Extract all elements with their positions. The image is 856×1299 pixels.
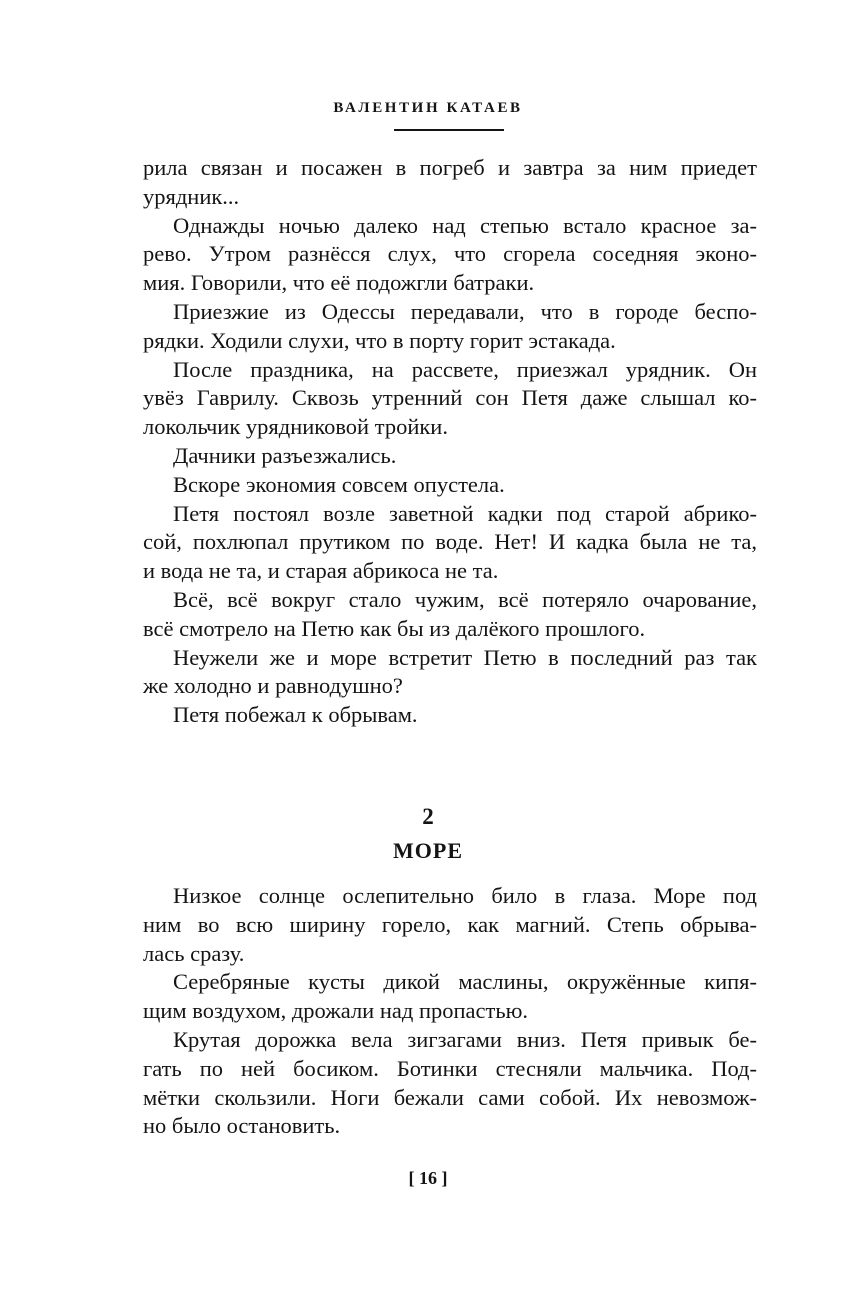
page-number: [ 16 ] [408, 1168, 448, 1188]
text-line: гать по ней босиком. Ботинки стесняли мальчика. Под- [143, 1055, 757, 1081]
text-line: щим воздухом, дрожали над пропастью. [143, 998, 529, 1024]
text-line: Однажды ночью далеко над степью встало красное за- [173, 212, 757, 238]
text-line: урядник... [143, 183, 240, 209]
text-block-chapter-body [143, 882, 757, 1141]
text-line: Низкое солнце ослепительно било в глаза. Море под [173, 883, 757, 908]
text-line: рево. Утром разнёсся слух, что сгорела соседняя эконо- [143, 241, 757, 267]
text-line: мия. Говорили, что её подожгли батраки. [143, 270, 535, 296]
text-line: Крутая дорожка вела зигзагами вниз. Петя привык бе- [173, 1026, 757, 1052]
text-line: рядки. Ходили слухи, что в порту горит эстакада. [143, 327, 616, 353]
text-line: Вскоре экономия совсем опустела. [173, 471, 505, 497]
text-line: но было остановить. [143, 1113, 341, 1139]
text-line: Неужели же и море встретит Петю в последний раз так [173, 644, 757, 670]
text-line: Петя побежал к обрывам. [173, 702, 418, 728]
running-header: ВАЛЕНТИН КАТАЕВ [333, 100, 523, 116]
text-line: Всё, всё вокруг стало чужим, всё потеряло очарование, [173, 586, 757, 612]
text-line: увёз Гаврилу. Сквозь утренний сон Петя даже слышал ко- [143, 385, 757, 411]
text-line: Приезжие из Одессы передавали, что в городе беспо- [173, 298, 757, 324]
chapter-number: 2 [422, 804, 434, 829]
text-line: лась сразу. [143, 940, 245, 966]
text-block-before-chapter [143, 154, 757, 730]
text-line: локольчик урядниковой тройки. [143, 414, 448, 440]
text-line: Петя постоял возле заветной кадки под старой абрико- [173, 500, 757, 526]
text-line: же холодно и равнодушно? [143, 673, 403, 699]
text-line: Серебряные кусты дикой маслины, окружённые кипя- [173, 969, 757, 995]
text-line: рила связан и посажен в погреб и завтра за ним приедет [143, 155, 757, 180]
text-line: всё смотрело на Петю как бы из далёкого прошлого. [143, 615, 646, 641]
text-line: ним во всю ширину горело, как магний. Степь обрыва- [143, 911, 757, 937]
text-line: и вода не та, и старая абрикоса не та. [143, 558, 499, 584]
text-line: Дачники разъезжались. [173, 442, 397, 468]
chapter-title: МОРЕ [393, 838, 463, 863]
text-line: сой, похлюпал прутиком по воде. Нет! И кадка была не та, [143, 529, 757, 555]
text-line: После праздника, на рассвете, приезжал урядник. Он [173, 356, 757, 382]
text-line: мётки скользили. Ноги бежали сами собой. Их невозмож- [143, 1084, 757, 1110]
header-rule [394, 129, 504, 131]
